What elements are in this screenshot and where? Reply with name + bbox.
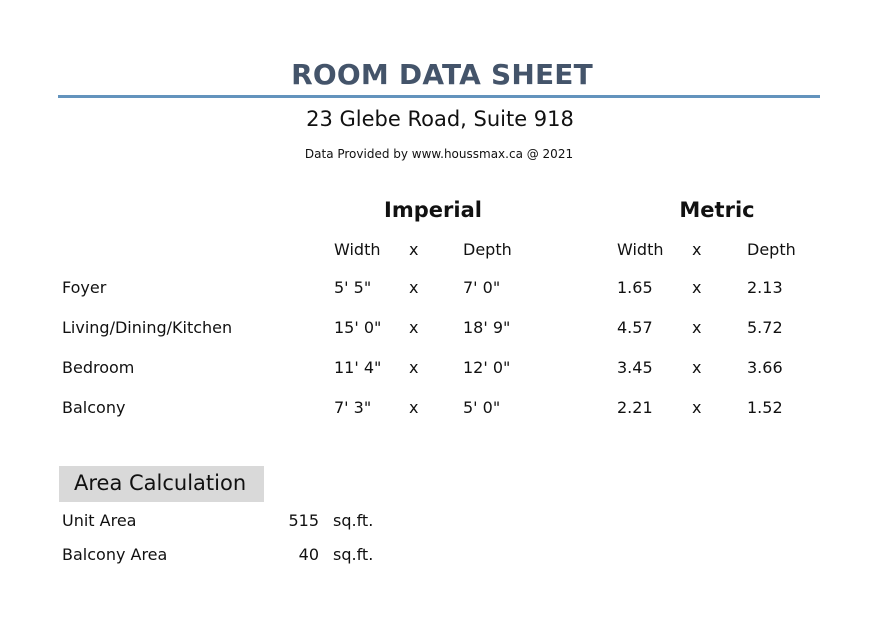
imperial-width: 5' 5" [334,278,372,297]
area-unit: sq.ft. [333,511,374,530]
metric-depth: 5.72 [747,318,783,337]
page-title: ROOM DATA SHEET [291,58,593,91]
metric-depth-header: Depth [747,240,796,259]
metric-x: x [692,358,702,377]
address: 23 Glebe Road, Suite 918 [306,107,574,131]
imperial-depth: 7' 0" [463,278,501,297]
metric-x-header: x [692,240,702,259]
area-unit: sq.ft. [333,545,374,564]
imperial-depth: 18' 9" [463,318,511,337]
room-name: Foyer [62,278,107,297]
metric-width: 4.57 [617,318,653,337]
data-provider-note: Data Provided by www.houssmax.ca @ 2021 [304,147,574,161]
imperial-width: 7' 3" [334,398,372,417]
imperial-heading: Imperial [384,198,482,222]
metric-depth: 1.52 [747,398,783,417]
metric-x: x [692,318,702,337]
metric-x: x [692,278,702,297]
title-divider [58,95,820,98]
imperial-depth: 12' 0" [463,358,511,377]
imperial-x: x [409,398,419,417]
metric-width: 3.45 [617,358,653,377]
area-value: 40 [298,545,319,564]
area-value: 515 [288,511,319,530]
metric-heading: Metric [679,198,755,222]
area-calculation-heading: Area Calculation [74,471,247,495]
metric-x: x [692,398,702,417]
area-label: Unit Area [62,511,137,530]
room-name: Bedroom [62,358,135,377]
area-label: Balcony Area [62,545,168,564]
imperial-x-header: x [409,240,419,259]
imperial-x: x [409,318,419,337]
metric-width-header: Width [617,240,664,259]
room-name: Balcony [62,398,126,417]
metric-depth: 3.66 [747,358,783,377]
metric-width: 2.21 [617,398,653,417]
imperial-width: 15' 0" [334,318,382,337]
room-name: Living/Dining/Kitchen [62,318,233,337]
metric-width: 1.65 [617,278,653,297]
imperial-x: x [409,358,419,377]
imperial-x: x [409,278,419,297]
imperial-depth: 5' 0" [463,398,501,417]
imperial-depth-header: Depth [463,240,512,259]
imperial-width-header: Width [334,240,381,259]
imperial-width: 11' 4" [334,358,382,377]
metric-depth: 2.13 [747,278,783,297]
